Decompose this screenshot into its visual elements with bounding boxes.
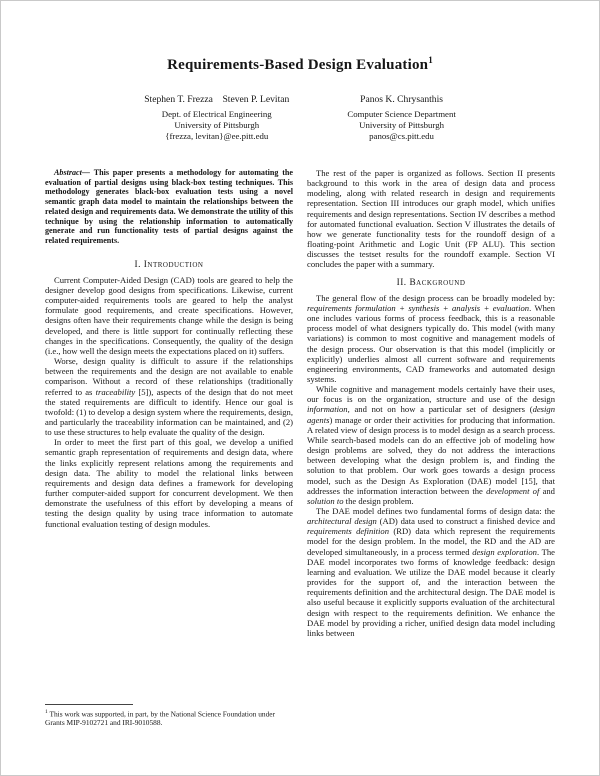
section-heading: I. Introduction [134,259,204,270]
abstract-label: Abstract— [54,168,94,177]
author-section [45,94,555,142]
footnote: $^1$ This work was supported, in part, by the National Science Foundation under Grants MIP-9102721 and IRI-9010588. [45,701,293,728]
body-paragraph: The general flow of the design process can be broadly modeled by: requirements formulation + synthesis + analysis + evaluation. When one includes various forms of process feedback, this is a reasonable process model of what designers typically do. This model (with many variations) is common to most cognitive and management models of the design process. Our observation is that this model (implicitly or explicitly) underlies almost all current software and requirements engineering environments, CAD frameworks and automated design systems. [307,292,555,384]
paper-title-text: Requirements-Based Design Evaluation [167,57,429,73]
author-department: Computer Science Department [347,109,456,119]
footnote-marker: 1 [45,708,48,715]
body-paragraph: Current Computer-Aided Design (CAD) tools are geared to help the designer develop good designs from specifications. Likewise, current computer-aided requirements tools are geared to help the analyst formulate good requirements, and create specifications. However, designs often have their requirements change while the design is being developed, and there is little support for continually reflecting these changes in the specifications. Consequently, the quality of the design (i.e., how well the design meets the expectations placed on it) suffers. [45,274,293,356]
author-university: University of Pittsburgh [174,120,260,130]
body-paragraph: The DAE model defines two fundamental forms of design data: the architectural design (AD) data used to construct a finished device and requirements definition (RD) data which represent the requirements model for the design problem. In the model, the RD and the AD are developed simultaneously, in a process termed design exploration. The DAE model incorporates two forms of knowledge feedback: design learning and evaluation. We utilize the DAE model because it clearly provides for the support of, and the interaction between the requirements definition and the architectural design. The DAE model is also useful because it explicitly supports evaluation of the architectural design with respect to the requirements definition. We enhance the DAE model by providing a richer, unified design data model including links between [307,506,555,638]
body-paragraph: In order to meet the first part of this goal, we develop a unified semantic graph representation of requirements and design data, where the links explicitly represent relations among the requirements and design data. The ability to model the relational links between requirements and design data defines a framework for developing further computer-aided support for concurrent development. We then demonstrate the usefulness of this effort by developing a means of testing the design quality by using trace information to automate functional evaluation testing of design modules. [45,437,293,529]
body-columns [45,168,555,728]
title-footnote-marker: 1 [428,55,433,65]
right-column [307,168,555,728]
author-block-chrysanthis [347,94,455,142]
author-department: Dept. of Electrical Engineering [161,109,272,119]
author-email: panos@cs.pitt.edu [369,131,434,141]
left-column [45,168,293,728]
author-email: {frezza, levitan}@ee.pitt.edu [165,131,269,141]
paper-title [45,55,555,74]
author-names: Stephen T. Frezza Steven P. Levitan [144,94,290,105]
author-block-frezza-levitan [144,94,289,142]
body-paragraph: Worse, design quality is difficult to assure if the relationships between the requirements and the design are not available to enable comparison. Without a record of these relationships (traditionally referred to as traceability [5]), aspects of the design that do not meet the stated requirements are difficult to identify. Hence our goal is twofold: (1) to develop a design system where the requirements, design, and particularly the traceability information can be maintained, and (2) to use these structures to help evaluate the quality of the design. [45,356,293,438]
section-heading: II. Background [396,277,466,288]
author-names: Panos K. Chrysanthis [360,94,443,105]
body-paragraph: While cognitive and management models certainly have their uses, our focus is on the organization, structure and use of the design information, and not on how a particular set of designers (design agents) manage or order their activities for producing that information. A related view of design process is to model design as a search process. While search-based models can do an effective job of modeling how design problems are solved, they do not address the interactions between developing what the design problem is, and finding the solution to that problem. Our work goes towards a design process model, such as the Design As Exploration (DAE) model [15], that addresses the information interaction between the development of and solution to the design problem. [307,384,555,506]
abstract-paragraph: Abstract— This paper presents a methodology for automating the evaluation of partial designs using black-box testing techniques. This methodology generates black-box evaluation tests using a novel semantic graph data model to maintain the relationships between the related design and requirements data. We demonstrate the utility of this technique by using the relationship information to automatically generate and run functionality tests of partial designs against the related requirements. [45,168,293,245]
author-university: University of Pittsburgh [359,120,444,130]
body-paragraph: The rest of the paper is organized as follows. Section II presents background to this work in the area of design data and process modeling, along with related research in design and requirements representation. Section III introduces our graph model, which unifies requirements and design representations. Section IV describes a method for automated functional evaluation. Section V illustrates the details of how we generate functionality tests for the roundoff design of a floating-point Arithmetic and Logic Unit (FP ALU). This section discusses the testset results for the roundoff example. Section VI concludes the paper with a summary. [307,168,555,270]
